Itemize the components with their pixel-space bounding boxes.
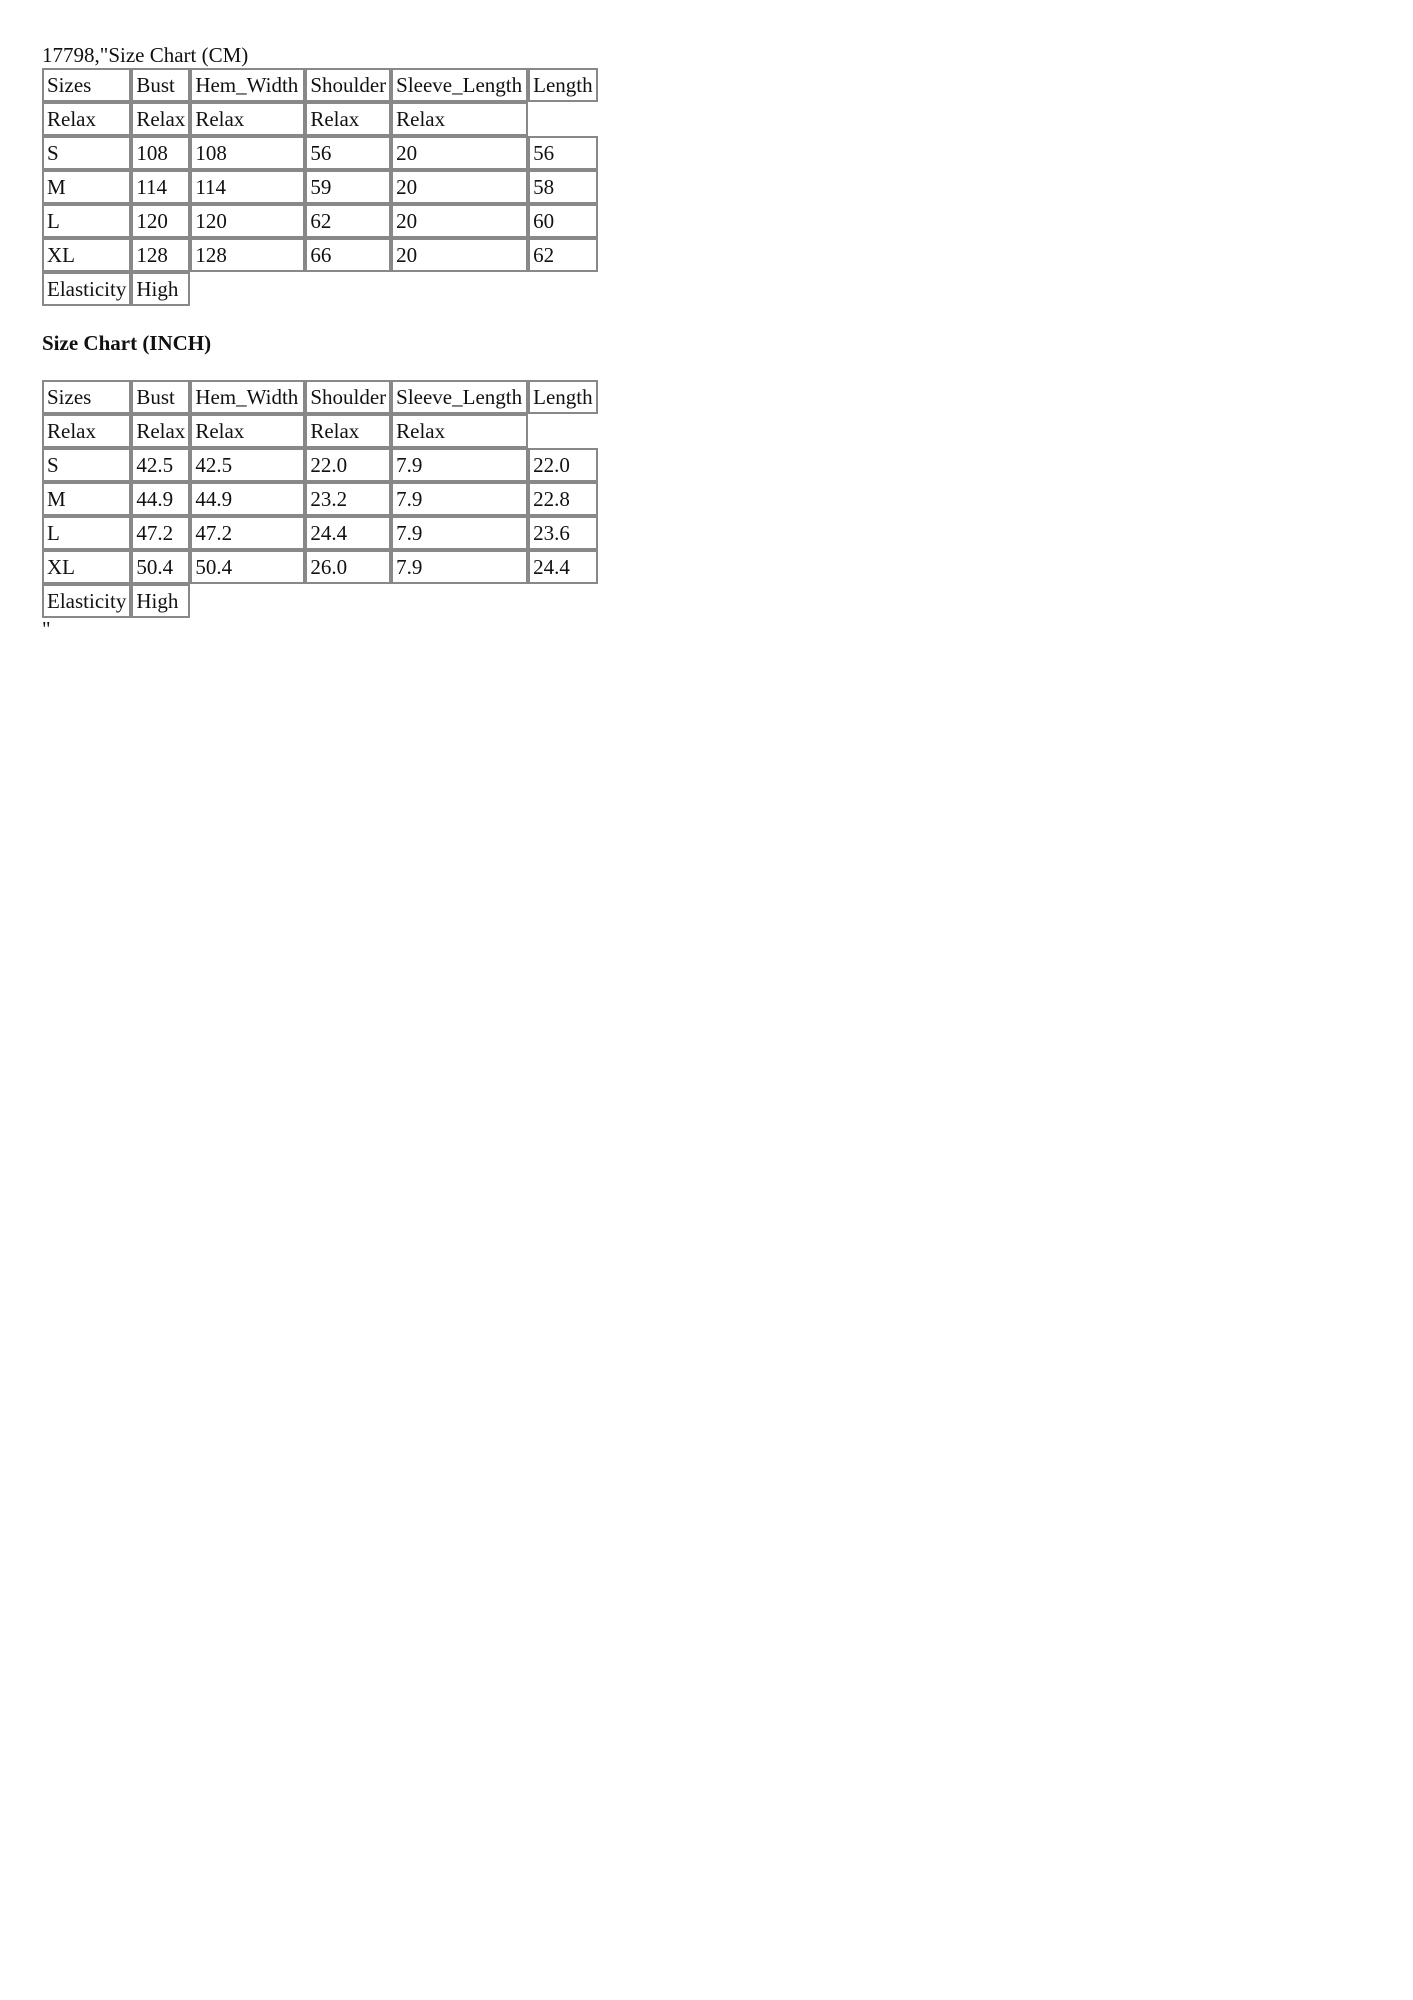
- table-cell: 20: [391, 204, 528, 238]
- elasticity-value: High: [131, 272, 190, 306]
- empty-cell: [528, 584, 597, 618]
- table-cell: Relax: [131, 414, 190, 448]
- table-cell: Relax: [190, 414, 305, 448]
- empty-cell: [305, 272, 391, 306]
- closing-quote-text: ": [42, 617, 51, 641]
- table-row: [42, 170, 598, 204]
- table-cell: 58: [528, 170, 597, 204]
- table-cell: 120: [131, 204, 190, 238]
- table-cell: 56: [528, 136, 597, 170]
- document-header-text: 17798,"Size Chart (CM): [42, 43, 249, 67]
- table-header-cell: Sleeve_Length: [391, 68, 528, 102]
- table-cell: M: [42, 482, 131, 516]
- table-cell: 44.9: [131, 482, 190, 516]
- table-header-row: [42, 68, 598, 102]
- table-cell: S: [42, 136, 131, 170]
- elasticity-label: Elasticity: [42, 272, 131, 306]
- table-cell: [528, 102, 597, 136]
- table-cell: Relax: [305, 414, 391, 448]
- table-cell: 7.9: [391, 448, 528, 482]
- table-header-cell: Sizes: [42, 380, 131, 414]
- table-header-cell: Hem_Width: [190, 68, 305, 102]
- table-cell: 47.2: [131, 516, 190, 550]
- table-cell: 108: [190, 136, 305, 170]
- table-row: [42, 102, 598, 136]
- table-cell: L: [42, 516, 131, 550]
- table-row: [42, 516, 598, 550]
- table-cell: 7.9: [391, 550, 528, 584]
- table-cell: Relax: [305, 102, 391, 136]
- table-cell: XL: [42, 550, 131, 584]
- table-row: [42, 238, 598, 272]
- table-cell: 44.9: [190, 482, 305, 516]
- empty-cell: [305, 584, 391, 618]
- table-cell: 22.0: [528, 448, 597, 482]
- size-chart-cm-table: [42, 68, 598, 306]
- table-cell: 66: [305, 238, 391, 272]
- table-cell: 60: [528, 204, 597, 238]
- table-cell: 24.4: [528, 550, 597, 584]
- table-cell: Relax: [190, 102, 305, 136]
- size-chart-inch-table: [42, 380, 598, 618]
- table-cell: Relax: [42, 414, 131, 448]
- table-cell: 20: [391, 170, 528, 204]
- table-cell: M: [42, 170, 131, 204]
- table-header-cell: Shoulder: [305, 68, 391, 102]
- empty-cell: [391, 584, 528, 618]
- table-cell: 20: [391, 136, 528, 170]
- table-cell: 56: [305, 136, 391, 170]
- table-header-cell: Sizes: [42, 68, 131, 102]
- table-row: [42, 448, 598, 482]
- table-cell: S: [42, 448, 131, 482]
- table-cell: Relax: [391, 414, 528, 448]
- empty-cell: [190, 584, 305, 618]
- table-cell: 42.5: [131, 448, 190, 482]
- table-row: [42, 482, 598, 516]
- table-cell: 47.2: [190, 516, 305, 550]
- table-cell: 23.2: [305, 482, 391, 516]
- table-header-cell: Shoulder: [305, 380, 391, 414]
- table-cell: Relax: [391, 102, 528, 136]
- table-header-cell: Length: [528, 68, 597, 102]
- table-cell: 23.6: [528, 516, 597, 550]
- table-cell: 114: [131, 170, 190, 204]
- table-cell: 7.9: [391, 482, 528, 516]
- empty-cell: [391, 272, 528, 306]
- table-cell: 114: [190, 170, 305, 204]
- table-header-cell: Sleeve_Length: [391, 380, 528, 414]
- table-header-row: [42, 380, 598, 414]
- table-cell: 62: [305, 204, 391, 238]
- table-cell: XL: [42, 238, 131, 272]
- table-cell: 22.0: [305, 448, 391, 482]
- table-cell: 26.0: [305, 550, 391, 584]
- size-chart-inch-heading: Size Chart (INCH): [42, 331, 212, 355]
- table-cell: 22.8: [528, 482, 597, 516]
- table-cell: Relax: [42, 102, 131, 136]
- document-body: [42, 42, 598, 640]
- table-row: [42, 414, 598, 448]
- elasticity-value: High: [131, 584, 190, 618]
- empty-cell: [528, 272, 597, 306]
- table-row: [42, 550, 598, 584]
- table-cell: 62: [528, 238, 597, 272]
- table-cell: 59: [305, 170, 391, 204]
- table-cell: 128: [190, 238, 305, 272]
- table-row: [42, 136, 598, 170]
- table-cell: 108: [131, 136, 190, 170]
- table-cell: 50.4: [131, 550, 190, 584]
- elasticity-label: Elasticity: [42, 584, 131, 618]
- table-header-cell: Bust: [131, 380, 190, 414]
- table-cell: 50.4: [190, 550, 305, 584]
- table-header-cell: Length: [528, 380, 597, 414]
- table-row: [42, 204, 598, 238]
- table-cell: 20: [391, 238, 528, 272]
- table-header-cell: Hem_Width: [190, 380, 305, 414]
- table-cell: 128: [131, 238, 190, 272]
- elasticity-row: [42, 272, 598, 306]
- table-cell: L: [42, 204, 131, 238]
- table-header-cell: Bust: [131, 68, 190, 102]
- elasticity-row: [42, 584, 598, 618]
- table-cell: 42.5: [190, 448, 305, 482]
- table-cell: 120: [190, 204, 305, 238]
- empty-cell: [190, 272, 305, 306]
- table-cell: 7.9: [391, 516, 528, 550]
- table-cell: Relax: [131, 102, 190, 136]
- table-cell: [528, 414, 597, 448]
- table-cell: 24.4: [305, 516, 391, 550]
